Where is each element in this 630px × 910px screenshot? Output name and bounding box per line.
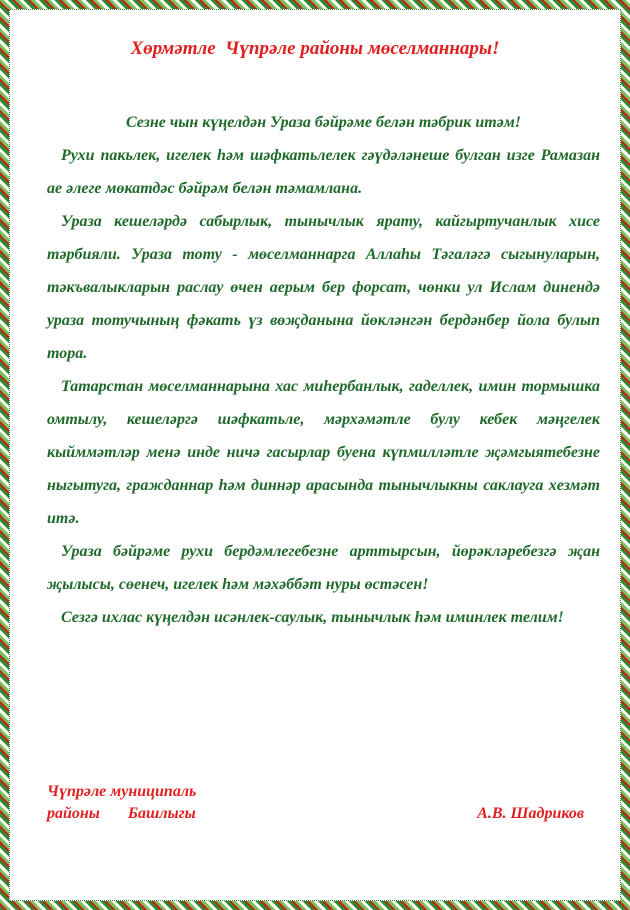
- paragraph-3: Татарстан мөселманнарына хас миһербанлык, гаделлек, имин тормышка омтылу, кешеләргә шәфкатьле, мәрхәмәтле булу кебек мәңгелек кыйммәтләр менә инде ничә гасырлар буена күпмилләтле җәмгыятебезне ныгытуга, гражданнар һәм диннәр арасында тынычлыкны саклауга хезмәт итә.: [47, 378, 600, 527]
- paragraph-4: Ураза бәйрәме рухи бердәмлегебезне арттырсын, йөрәкләребезгә җан җылысы, сөенеч, игелек һәм мәхәббәт нуры өстәсен!: [47, 543, 600, 593]
- signature-position-line1: Чүпрәле муниципаль: [47, 783, 197, 800]
- signature-block: [47, 781, 600, 825]
- signature-position-line2: районы Башлыгы: [47, 805, 196, 822]
- signature-name: А.В. Шадриков: [477, 805, 584, 822]
- paragraph-2: Ураза кешеләрдә сабырлык, тынычлык ярату, кайгыртучанлык хисе тәрбияли. Ураза тоту - мөселманнарга Аллаһы Тәгаләгә сыгынуларын, тәкъвалыкларын раслау өчен аерым бер форсат, чөнки ул Ислам динендә ураза тотучының фәкать үз вөҗданына йөкләнгән бердәнбер йола булып тора.: [47, 213, 600, 362]
- greeting-line: Сезне чын күңелдән Ураза бәйрәме белән тәбрик итәм!: [125, 114, 522, 131]
- paragraph-5: Сезгә ихлас күңелдән исәнлек-саулык, тынычлык һәм иминлек телим!: [61, 609, 564, 626]
- page-title: Хөрмәтле Чүпрәле районы мөселманнары!: [130, 38, 500, 59]
- paragraph-1: Рухи пакьлек, игелек һәм шәфкатьлелек гәүдәләнеше булган изге Рамазан ае әлеге мөкатдәс бәйрәм белән тәмамлана.: [47, 147, 600, 197]
- letter-body: [47, 106, 600, 634]
